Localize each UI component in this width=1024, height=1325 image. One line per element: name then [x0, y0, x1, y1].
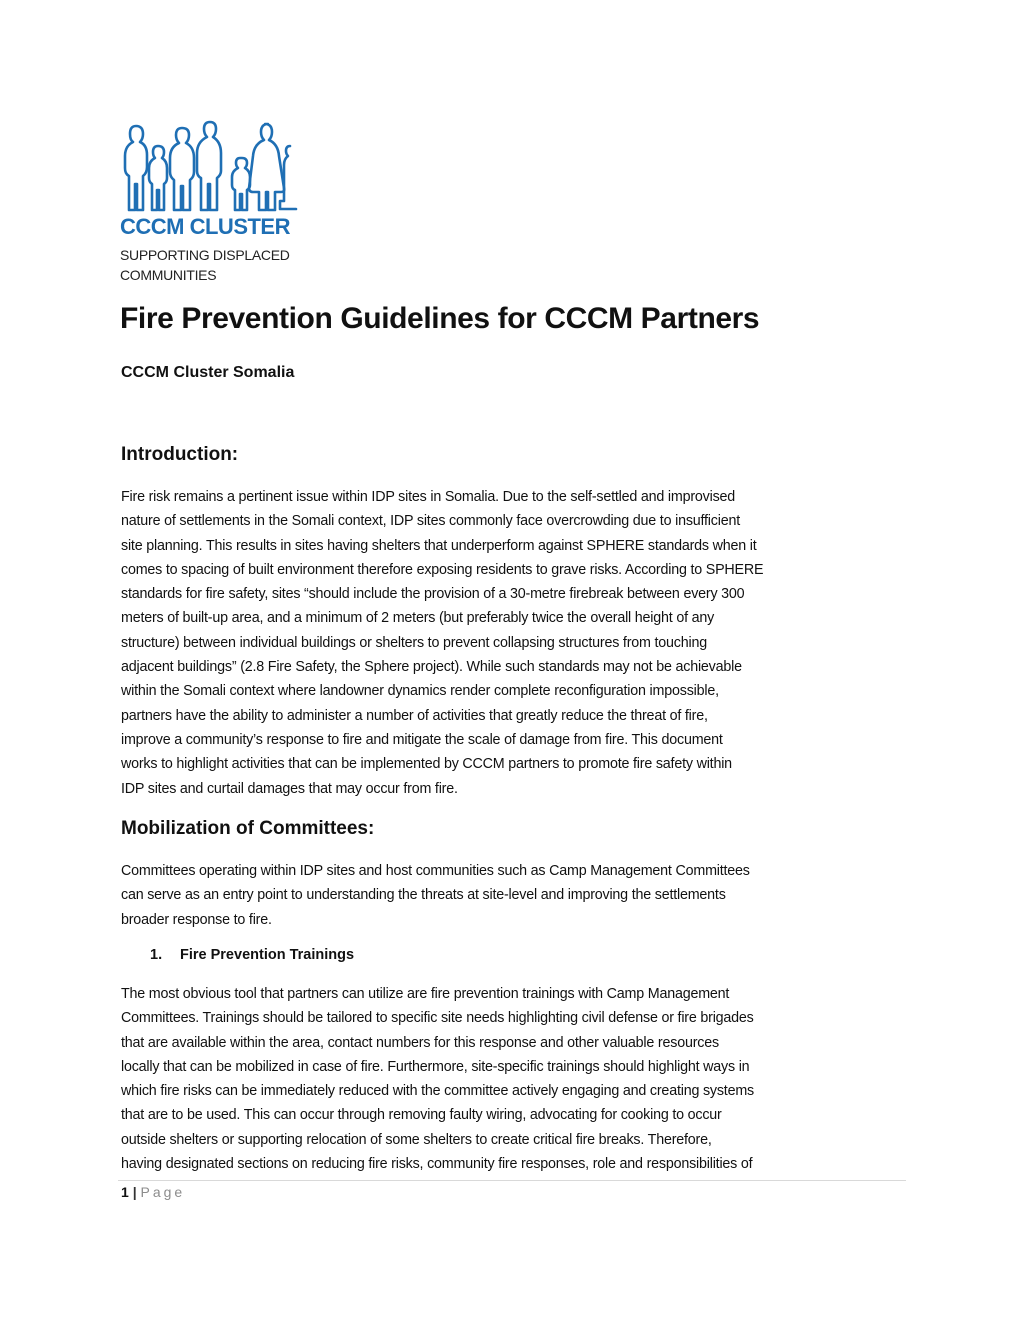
- paragraph-line: Committees operating within IDP sites and host communities such as Camp Management Committees: [121, 863, 750, 879]
- logo-title: CCCM CLUSTER: [120, 214, 290, 239]
- list-number: 1.: [150, 947, 163, 963]
- people-silhouettes-icon: [118, 118, 308, 218]
- logo-subtitle-line: SUPPORTING DISPLACED: [120, 247, 290, 263]
- section-heading-mobilization: Mobilization of Committees:: [121, 818, 375, 839]
- list-heading: Fire Prevention Trainings: [180, 947, 355, 963]
- paragraph-line: nature of settlements in the Somali context, IDP sites commonly face overcrowding due to insufficient: [121, 513, 740, 530]
- paragraph-line: outside shelters or supporting relocation of some shelters to create critical fire breaks. Therefore,: [121, 1131, 712, 1148]
- paragraph-line: locally that can be mobilized in case of fire. Furthermore, site-specific trainings should highlight ways in: [121, 1058, 750, 1075]
- numbered-heading-fire-prevention-trainings: [150, 947, 354, 963]
- logo-subtitle: [120, 245, 290, 285]
- paragraph-line: broader response to fire.: [121, 911, 272, 928]
- mobilization-paragraph: [121, 859, 750, 932]
- paragraph-line: Fire risk remains a pertinent issue within IDP sites in Somalia. Due to the self-settled and improvised: [121, 489, 736, 505]
- paragraph-line: partners have the ability to administer a number of activities that greatly reduce the threat of fire,: [121, 707, 708, 724]
- paragraph-line: meters of built-up area, and a minimum of 2 meters (but preferably twice the overall height of any: [121, 610, 715, 627]
- paragraph-line: structure) between individual buildings or shelters to prevent collapsing structures from touching: [121, 634, 707, 651]
- paragraph-line: comes to spacing of built environment therefore exposing residents to grave risks. According to SPHERE: [121, 561, 764, 578]
- logo-subtitle-line: COMMUNITIES: [120, 267, 217, 283]
- cccm-cluster-logo: [118, 118, 318, 288]
- paragraph-line: that are available within the area, contact numbers for this response and other valuable resources: [121, 1034, 719, 1051]
- paragraph-line: Committees. Trainings should be tailored to specific site needs highlighting civil defense or fire brigades: [121, 1010, 754, 1027]
- paragraph-line: improve a community’s response to fire and mitigate the scale of damage from fire. This document: [121, 731, 723, 748]
- page-footer: [121, 1184, 185, 1200]
- introduction-paragraph: [121, 485, 763, 801]
- paragraph-line: within the Somali context where landowner dynamics render complete reconfiguration impossible,: [121, 683, 719, 700]
- page-number: 1: [121, 1184, 129, 1200]
- paragraph-line: The most obvious tool that partners can utilize are fire prevention trainings with Camp Management: [121, 986, 730, 1002]
- page-label: Page: [140, 1184, 186, 1200]
- section-heading-introduction: Introduction:: [121, 444, 239, 465]
- paragraph-line: which fire risks can be immediately reduced with the committee actively engaging and creating systems: [121, 1083, 754, 1100]
- document-title: Fire Prevention Guidelines for CCCM Partners: [120, 302, 760, 335]
- paragraph-line: adjacent buildings” (2.8 Fire Safety, the Sphere project). While such standards may not be achievable: [121, 659, 742, 676]
- document-subtitle: CCCM Cluster Somalia: [121, 364, 295, 381]
- paragraph-line: works to highlight activities that can be implemented by CCCM partners to promote fire safety within: [121, 756, 732, 773]
- paragraph-line: IDP sites and curtail damages that may occur from fire.: [121, 780, 458, 797]
- paragraph-line: site planning. This results in sites having shelters that underperform against SPHERE standards when it: [121, 537, 757, 554]
- footer-separator: |: [132, 1184, 137, 1200]
- paragraph-line: having designated sections on reducing fire risks, community fire responses, role and responsibilities of: [121, 1156, 753, 1173]
- paragraph-line: can serve as an entry point to understanding the threats at site-level and improving the settlements: [121, 887, 726, 904]
- paragraph-line: standards for fire safety, sites “should include the provision of a 30-metre firebreak between every 300: [121, 586, 745, 603]
- paragraph-line: that are to be used. This can occur through removing faulty wiring, advocating for cooking to occur: [121, 1107, 722, 1124]
- footer-divider: [118, 1180, 906, 1181]
- fire-prevention-trainings-paragraph: [121, 982, 754, 1176]
